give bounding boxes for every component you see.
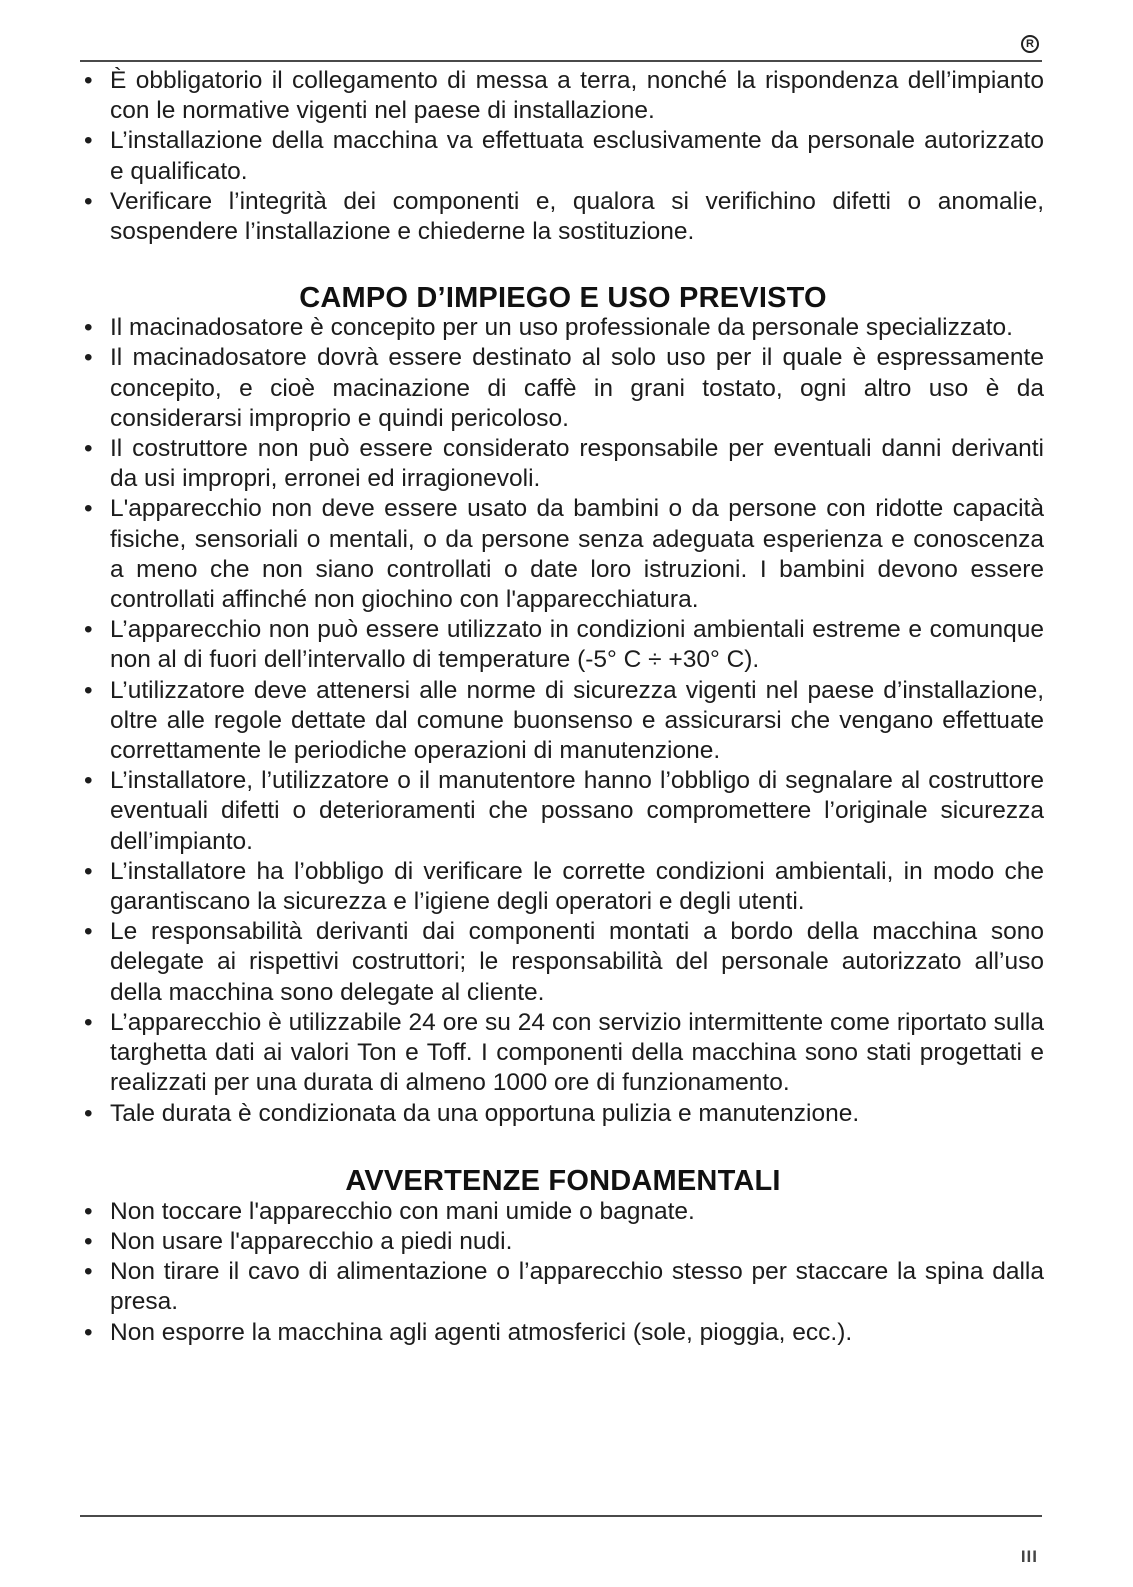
campo-impiego-bullet-list [82, 313, 1044, 1128]
bullet-item: • Le responsabilità derivanti dai componenti montati a bordo della macchina sono delegate ai rispettivi costruttori; le responsabilità del personale autorizzato all’uso della macchina sono delegate al cliente. [82, 917, 1044, 1008]
bullet-item: • È obbligatorio il collegamento di messa a terra, nonché la rispondenza dell’impianto con le normative vigenti nel paese di installazione. [82, 66, 1044, 126]
section-heading-avvertenze: AVVERTENZE FONDAMENTALI [345, 1164, 781, 1197]
section-heading-campo-impiego: CAMPO D’IMPIEGO E USO PREVISTO [299, 282, 827, 315]
bullet-item: • Non toccare l'apparecchio con mani umide o bagnate. [82, 1197, 1044, 1227]
bullet-item: • Tale durata è condizionata da una opportuna pulizia e manutenzione. [82, 1099, 1044, 1129]
bullet-item: • Non esporre la macchina agli agenti atmosferici (sole, pioggia, ecc.). [82, 1318, 1044, 1348]
intro-bullet-list [82, 66, 1044, 247]
bullet-item: • L’installatore, l’utilizzatore o il manutentore hanno l’obbligo di segnalare al costruttore eventuali difetti o deterioramenti che possano compromettere l’originale sicurezza dell’impianto. [82, 766, 1044, 857]
avvertenze-bullet-list [82, 1197, 1044, 1348]
bullet-item: • Il macinadosatore dovrà essere destinato al solo uso per il quale è espressamente concepito, e cioè macinazione di caffè in grani tostato, ogni altro uso è da considerarsi improprio e quindi pericoloso. [82, 343, 1044, 434]
page-content [82, 66, 1044, 1348]
bullet-item: • Il macinadosatore è concepito per un uso professionale da personale specializzato. [82, 313, 1044, 343]
top-divider [80, 60, 1042, 62]
bullet-item: • L’installazione della macchina va effettuata esclusivamente da personale autorizzato e qualificato. [82, 126, 1044, 186]
bullet-item: • L'apparecchio non deve essere usato da bambini o da persone con ridotte capacità fisiche, sensoriali o mentali, o da persone senza adeguata esperienza e conoscenza a meno che non siano controllati o date loro istruzioni. I bambini devono essere controllati affinché non giochino con l'apparecchiatura. [82, 494, 1044, 615]
bullet-item: • L’apparecchio è utilizzabile 24 ore su 24 con servizio intermittente come riportato sulla targhetta dati ai valori Ton e Toff. I componenti della macchina sono stati progettati e realizzati per una durata di almeno 1000 ore di funzionamento. [82, 1008, 1044, 1099]
bullet-item: • L’utilizzatore deve attenersi alle norme di sicurezza vigenti nel paese d’installazione, oltre alle regole dettate dal comune buonsenso e assicurarsi che vengano effettuate correttamente le periodiche operazioni di manutenzione. [82, 676, 1044, 767]
bullet-item: • Il costruttore non può essere considerato responsabile per eventuali danni derivanti da usi impropri, erronei ed irragionevoli. [82, 434, 1044, 494]
bullet-item: • Verificare l’integrità dei componenti e, qualora si verifichino difetti o anomalie, sospendere l’installazione e chiederne la sostituzione. [82, 187, 1044, 247]
bullet-item: • Non usare l'apparecchio a piedi nudi. [82, 1227, 1044, 1257]
registered-trademark-icon: R [1021, 35, 1039, 53]
bottom-divider [80, 1515, 1042, 1517]
bullet-item: • L’installatore ha l’obbligo di verificare le corrette condizioni ambientali, in modo che garantiscano la sicurezza e l’igiene degli operatori e degli utenti. [82, 857, 1044, 917]
page-number: III [1020, 1547, 1038, 1566]
bullet-item: • Non tirare il cavo di alimentazione o l’apparecchio stesso per staccare la spina dalla presa. [82, 1257, 1044, 1317]
bullet-item: • L’apparecchio non può essere utilizzato in condizioni ambientali estreme e comunque non al di fuori dell’intervallo di temperature (-5° C ÷ +30° C). [82, 615, 1044, 675]
